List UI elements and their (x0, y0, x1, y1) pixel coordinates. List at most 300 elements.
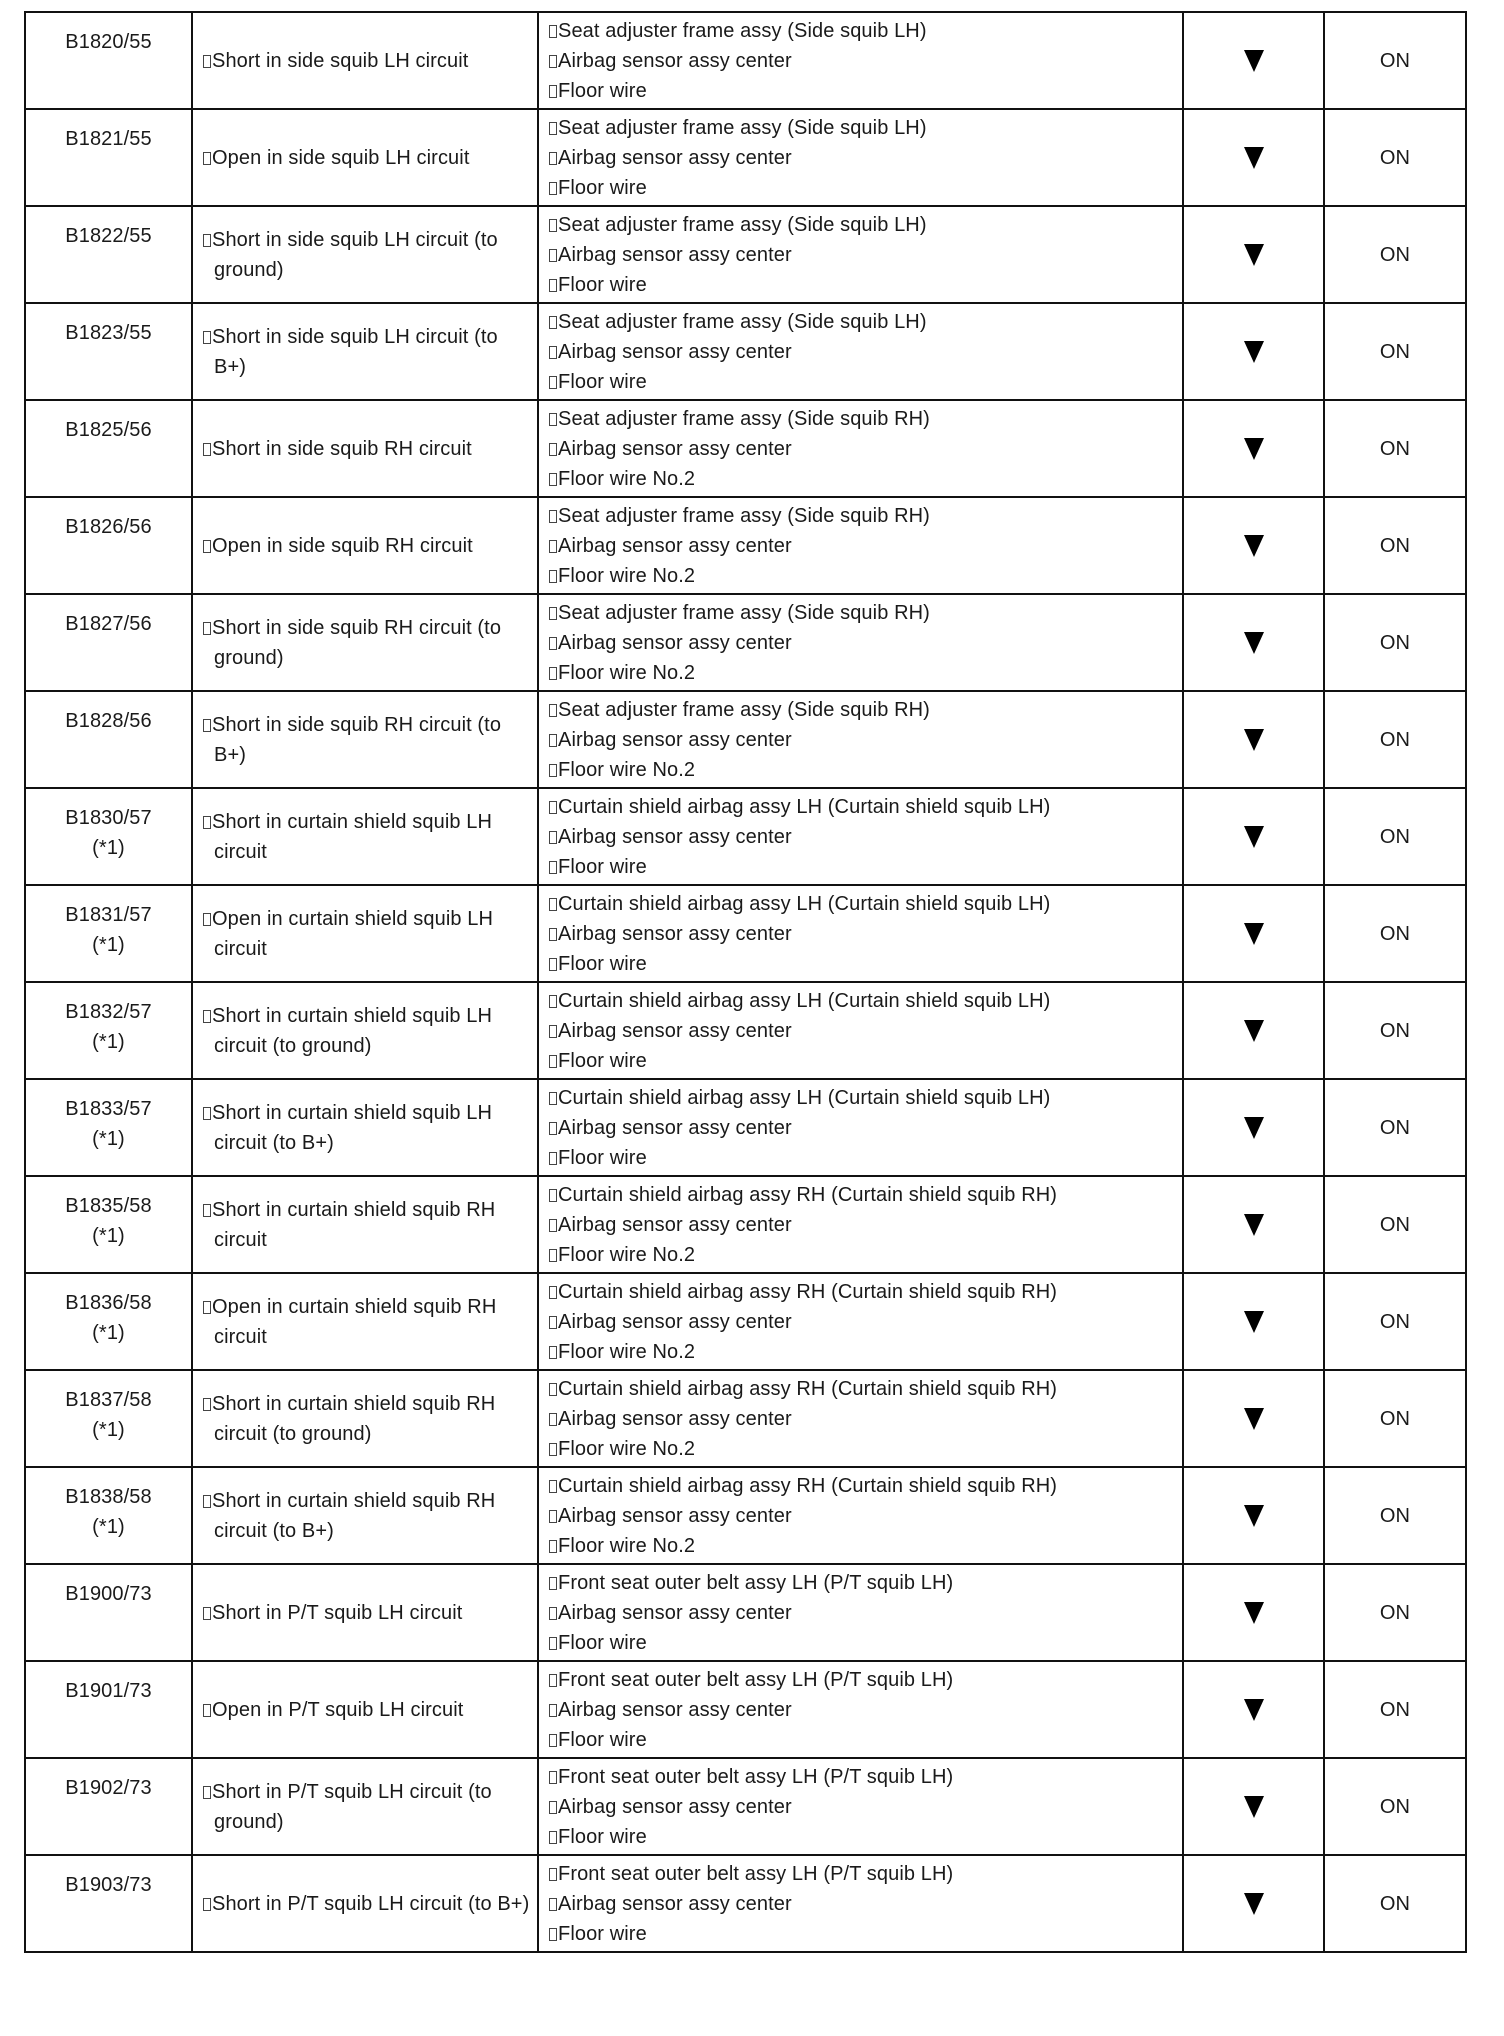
dtc-code: B1901/73 (65, 1680, 152, 1702)
trouble-area-item (549, 1568, 1178, 1598)
checkbox-glyph-icon (203, 1495, 211, 1508)
checkbox-glyph-icon (549, 898, 557, 911)
detection-item (203, 322, 531, 382)
checkbox-glyph-icon (549, 1734, 557, 1747)
srs-status-cell (1324, 109, 1466, 206)
srs-status-cell (1324, 1370, 1466, 1467)
checkbox-glyph-icon (549, 1480, 557, 1493)
trouble-area-text: Airbag sensor assy center (558, 243, 792, 266)
trouble-area-cell (538, 1758, 1183, 1855)
warning-triangle-icon (1244, 535, 1264, 557)
checkbox-glyph-icon (549, 637, 557, 650)
trouble-area-text: Airbag sensor assy center (558, 49, 792, 72)
trouble-area-text: Airbag sensor assy center (558, 437, 792, 460)
checkbox-glyph-icon (549, 122, 557, 135)
checkbox-glyph-icon (549, 801, 557, 814)
detection-item (203, 1098, 531, 1158)
checkbox-glyph-icon (203, 1204, 211, 1217)
checkbox-glyph-icon (549, 1092, 557, 1105)
checkbox-glyph-icon (549, 346, 557, 359)
srs-status-cell (1324, 594, 1466, 691)
trouble-area-item (549, 367, 1178, 397)
srs-status-cell (1324, 12, 1466, 109)
dtc-code-cell (25, 12, 192, 109)
checkbox-glyph-icon (549, 1704, 557, 1717)
checkbox-glyph-icon (549, 1413, 557, 1426)
trouble-area-item (549, 501, 1178, 531)
warning-triangle-icon (1244, 632, 1264, 654)
detection-item (203, 143, 531, 173)
trouble-area-text: Curtain shield airbag assy LH (Curtain shield squib LH) (558, 892, 1051, 915)
dtc-note: (*1) (92, 1322, 125, 1344)
checkbox-glyph-icon (549, 540, 557, 553)
srs-status-cell (1324, 400, 1466, 497)
trouble-area-item (549, 16, 1178, 46)
checkbox-glyph-icon (549, 1510, 557, 1523)
trouble-area-text: Curtain shield airbag assy RH (Curtain shield squib RH) (558, 1183, 1058, 1206)
trouble-area-text: Floor wire (558, 1728, 647, 1751)
trouble-area-item (549, 1665, 1178, 1695)
dtc-code: B1900/73 (65, 1583, 152, 1605)
dtc-code-cell (25, 788, 192, 885)
checkbox-glyph-icon (549, 25, 557, 38)
warning-triangle-icon (1244, 923, 1264, 945)
checkbox-glyph-icon (549, 570, 557, 583)
trouble-area-text: Airbag sensor assy center (558, 1795, 792, 1818)
trouble-area-text: Airbag sensor assy center (558, 1019, 792, 1042)
trouble-area-item (549, 822, 1178, 852)
srs-status-cell (1324, 691, 1466, 788)
srs-status-cell (1324, 1467, 1466, 1564)
dtc-code: B1820/55 (65, 31, 152, 53)
trouble-area-item (549, 561, 1178, 591)
srs-status: ON (1379, 534, 1411, 557)
srs-status: ON (1379, 437, 1411, 460)
trouble-area-text: Floor wire No.2 (558, 661, 696, 684)
detection-item-cell (192, 1079, 538, 1176)
checkbox-glyph-icon (549, 1346, 557, 1359)
checkbox-glyph-icon (203, 152, 211, 165)
detection-item-text: Short in side squib RH circuit (212, 437, 472, 460)
checkbox-glyph-icon (549, 1286, 557, 1299)
srs-status: ON (1379, 922, 1411, 945)
srs-status: ON (1379, 146, 1411, 169)
trouble-area-text: Floor wire (558, 79, 647, 102)
table-row (25, 497, 1466, 594)
trouble-area-text: Airbag sensor assy center (558, 1892, 792, 1915)
checkbox-glyph-icon (549, 1607, 557, 1620)
dtc-code: B1826/56 (65, 516, 152, 538)
warning-light-cell (1183, 1855, 1324, 1952)
detection-item (203, 710, 531, 770)
srs-status: ON (1379, 1601, 1411, 1624)
trouble-area-text: Curtain shield airbag assy RH (Curtain shield squib RH) (558, 1280, 1058, 1303)
trouble-area-text: Front seat outer belt assy LH (P/T squib LH) (558, 1571, 954, 1594)
checkbox-glyph-icon (549, 1316, 557, 1329)
warning-light-cell (1183, 1370, 1324, 1467)
warning-light-cell (1183, 982, 1324, 1079)
dtc-note: (*1) (92, 1419, 125, 1441)
trouble-area-item (549, 337, 1178, 367)
checkbox-glyph-icon (549, 1025, 557, 1038)
trouble-area-cell (538, 109, 1183, 206)
srs-status-cell (1324, 1758, 1466, 1855)
trouble-area-item (549, 889, 1178, 919)
checkbox-glyph-icon (549, 85, 557, 98)
trouble-area-text: Floor wire (558, 952, 647, 975)
detection-item-cell (192, 400, 538, 497)
trouble-area-item (549, 1859, 1178, 1889)
dtc-code: B1821/55 (65, 128, 152, 150)
warning-light-cell (1183, 1273, 1324, 1370)
trouble-area-item (549, 598, 1178, 628)
trouble-area-text: Airbag sensor assy center (558, 631, 792, 654)
trouble-area-item (549, 143, 1178, 173)
dtc-note: (*1) (92, 934, 125, 956)
detection-item (203, 904, 531, 964)
checkbox-glyph-icon (203, 1398, 211, 1411)
srs-status: ON (1379, 243, 1411, 266)
dtc-code: B1823/55 (65, 322, 152, 344)
warning-triangle-icon (1244, 1311, 1264, 1333)
detection-item-text: Open in side squib RH circuit (212, 534, 473, 557)
trouble-area-item (549, 210, 1178, 240)
srs-status: ON (1379, 1019, 1411, 1042)
table-row (25, 1758, 1466, 1855)
srs-status: ON (1379, 49, 1411, 72)
warning-triangle-icon (1244, 1699, 1264, 1721)
trouble-area-text: Curtain shield airbag assy LH (Curtain shield squib LH) (558, 1086, 1051, 1109)
checkbox-glyph-icon (549, 182, 557, 195)
table-row (25, 303, 1466, 400)
checkbox-glyph-icon (549, 861, 557, 874)
trouble-area-item (549, 1695, 1178, 1725)
warning-triangle-icon (1244, 1214, 1264, 1236)
warning-light-cell (1183, 400, 1324, 497)
warning-light-cell (1183, 497, 1324, 594)
trouble-area-item (549, 307, 1178, 337)
trouble-area-text: Airbag sensor assy center (558, 1601, 792, 1624)
detection-item-cell (192, 594, 538, 691)
dtc-code-cell (25, 1661, 192, 1758)
detection-item (203, 1695, 531, 1725)
detection-item-text: Short in P/T squib LH circuit (212, 1601, 463, 1624)
detection-item (203, 1389, 531, 1449)
trouble-area-text: Floor wire (558, 1922, 647, 1945)
checkbox-glyph-icon (549, 443, 557, 456)
trouble-area-text: Curtain shield airbag assy LH (Curtain shield squib LH) (558, 989, 1051, 1012)
checkbox-glyph-icon (549, 413, 557, 426)
trouble-area-text: Seat adjuster frame assy (Side squib RH) (558, 698, 930, 721)
trouble-area-item (549, 1628, 1178, 1658)
dtc-code: B1831/57 (65, 904, 152, 926)
trouble-area-text: Floor wire (558, 370, 647, 393)
srs-status-cell (1324, 497, 1466, 594)
trouble-area-text: Curtain shield airbag assy LH (Curtain shield squib LH) (558, 795, 1051, 818)
trouble-area-text: Airbag sensor assy center (558, 728, 792, 751)
warning-triangle-icon (1244, 1117, 1264, 1139)
trouble-area-item (549, 695, 1178, 725)
checkbox-glyph-icon (549, 1122, 557, 1135)
detection-item-text: Short in curtain shield squib LH circuit (212, 810, 493, 863)
trouble-area-cell (538, 1467, 1183, 1564)
detection-item-cell (192, 691, 538, 788)
dtc-code-cell (25, 1079, 192, 1176)
detection-item-text: Short in curtain shield squib RH circuit (212, 1198, 496, 1251)
checkbox-glyph-icon (203, 816, 211, 829)
trouble-area-item (549, 1889, 1178, 1919)
checkbox-glyph-icon (549, 734, 557, 747)
detection-item-text: Short in side squib LH circuit (212, 49, 469, 72)
warning-triangle-icon (1244, 244, 1264, 266)
trouble-area-text: Floor wire (558, 1825, 647, 1848)
warning-triangle-icon (1244, 1893, 1264, 1915)
checkbox-glyph-icon (203, 443, 211, 456)
trouble-area-text: Floor wire No.2 (558, 1340, 696, 1363)
trouble-area-item (549, 531, 1178, 561)
detection-item-text: Open in curtain shield squib LH circuit (212, 907, 494, 960)
trouble-area-item (549, 404, 1178, 434)
dtc-code: B1835/58 (65, 1195, 152, 1217)
trouble-area-text: Airbag sensor assy center (558, 340, 792, 363)
detection-item (203, 434, 531, 464)
dtc-table-body (25, 12, 1466, 1952)
warning-triangle-icon (1244, 826, 1264, 848)
dtc-note: (*1) (92, 837, 125, 859)
trouble-area-text: Floor wire (558, 1049, 647, 1072)
dtc-note: (*1) (92, 1128, 125, 1150)
dtc-code: B1836/58 (65, 1292, 152, 1314)
table-row (25, 206, 1466, 303)
trouble-area-text: Seat adjuster frame assy (Side squib RH) (558, 504, 930, 527)
checkbox-glyph-icon (203, 1898, 211, 1911)
trouble-area-text: Airbag sensor assy center (558, 146, 792, 169)
srs-status-cell (1324, 1273, 1466, 1370)
dtc-code: B1832/57 (65, 1001, 152, 1023)
trouble-area-item (549, 1762, 1178, 1792)
checkbox-glyph-icon (549, 995, 557, 1008)
dtc-code-cell (25, 1176, 192, 1273)
checkbox-glyph-icon (549, 667, 557, 680)
warning-triangle-icon (1244, 1505, 1264, 1527)
trouble-area-item (549, 1113, 1178, 1143)
trouble-area-text: Front seat outer belt assy LH (P/T squib LH) (558, 1862, 954, 1885)
trouble-area-item (549, 46, 1178, 76)
trouble-area-text: Airbag sensor assy center (558, 1698, 792, 1721)
warning-light-cell (1183, 1661, 1324, 1758)
checkbox-glyph-icon (549, 1443, 557, 1456)
trouble-area-cell (538, 12, 1183, 109)
detection-item-text: Short in side squib RH circuit (to ground) (212, 616, 502, 669)
trouble-area-cell (538, 1079, 1183, 1176)
trouble-area-cell (538, 497, 1183, 594)
table-row (25, 12, 1466, 109)
checkbox-glyph-icon (549, 279, 557, 292)
detection-item (203, 1001, 531, 1061)
detection-item (203, 531, 531, 561)
checkbox-glyph-icon (203, 234, 211, 247)
table-row (25, 982, 1466, 1079)
trouble-area-text: Seat adjuster frame assy (Side squib LH) (558, 310, 927, 333)
checkbox-glyph-icon (549, 510, 557, 523)
srs-status: ON (1379, 825, 1411, 848)
checkbox-glyph-icon (549, 1831, 557, 1844)
trouble-area-cell (538, 788, 1183, 885)
srs-status-cell (1324, 1079, 1466, 1176)
trouble-area-item (549, 658, 1178, 688)
trouble-area-item (549, 270, 1178, 300)
checkbox-glyph-icon (549, 1928, 557, 1941)
detection-item-cell (192, 1467, 538, 1564)
detection-item (203, 225, 531, 285)
warning-triangle-icon (1244, 1408, 1264, 1430)
srs-status: ON (1379, 1213, 1411, 1236)
table-row (25, 1661, 1466, 1758)
dtc-code: B1825/56 (65, 419, 152, 441)
detection-item-cell (192, 1564, 538, 1661)
srs-status: ON (1379, 1795, 1411, 1818)
checkbox-glyph-icon (549, 1637, 557, 1650)
detection-item-text: Open in curtain shield squib RH circuit (212, 1295, 497, 1348)
checkbox-glyph-icon (549, 764, 557, 777)
detection-item (203, 1777, 531, 1837)
detection-item-text: Short in curtain shield squib RH circuit (to ground) (212, 1392, 496, 1445)
checkbox-glyph-icon (549, 928, 557, 941)
trouble-area-cell (538, 594, 1183, 691)
table-row (25, 788, 1466, 885)
warning-light-cell (1183, 788, 1324, 885)
checkbox-glyph-icon (549, 219, 557, 232)
trouble-area-item (549, 240, 1178, 270)
trouble-area-text: Floor wire (558, 1631, 647, 1654)
trouble-area-text: Seat adjuster frame assy (Side squib LH) (558, 116, 927, 139)
dtc-code: B1822/55 (65, 225, 152, 247)
checkbox-glyph-icon (549, 1383, 557, 1396)
checkbox-glyph-icon (203, 719, 211, 732)
detection-item-cell (192, 1661, 538, 1758)
trouble-area-item (549, 76, 1178, 106)
checkbox-glyph-icon (549, 1249, 557, 1262)
dtc-note: (*1) (92, 1031, 125, 1053)
trouble-area-cell (538, 1370, 1183, 1467)
trouble-area-cell (538, 206, 1183, 303)
detection-item-cell (192, 1176, 538, 1273)
trouble-area-item (549, 1404, 1178, 1434)
dtc-code-cell (25, 1855, 192, 1952)
trouble-area-text: Front seat outer belt assy LH (P/T squib LH) (558, 1765, 954, 1788)
checkbox-glyph-icon (549, 1868, 557, 1881)
trouble-area-item (549, 1501, 1178, 1531)
trouble-area-text: Seat adjuster frame assy (Side squib LH) (558, 19, 927, 42)
checkbox-glyph-icon (549, 1189, 557, 1202)
warning-light-cell (1183, 206, 1324, 303)
srs-status-cell (1324, 788, 1466, 885)
trouble-area-text: Airbag sensor assy center (558, 922, 792, 945)
dtc-code-cell (25, 206, 192, 303)
dtc-code: B1833/57 (65, 1098, 152, 1120)
trouble-area-item (549, 1374, 1178, 1404)
srs-status-cell (1324, 1564, 1466, 1661)
trouble-area-text: Airbag sensor assy center (558, 1407, 792, 1430)
trouble-area-item (549, 1240, 1178, 1270)
trouble-area-text: Front seat outer belt assy LH (P/T squib LH) (558, 1668, 954, 1691)
warning-triangle-icon (1244, 1796, 1264, 1818)
srs-status: ON (1379, 340, 1411, 363)
dtc-code-cell (25, 1467, 192, 1564)
trouble-area-item (549, 113, 1178, 143)
trouble-area-text: Floor wire No.2 (558, 1243, 696, 1266)
trouble-area-item (549, 1822, 1178, 1852)
trouble-area-item (549, 1307, 1178, 1337)
trouble-area-item (549, 1016, 1178, 1046)
trouble-area-text: Airbag sensor assy center (558, 1213, 792, 1236)
checkbox-glyph-icon (549, 316, 557, 329)
checkbox-glyph-icon (203, 1107, 211, 1120)
warning-light-cell (1183, 1564, 1324, 1661)
detection-item (203, 807, 531, 867)
trouble-area-item (549, 1210, 1178, 1240)
dtc-code-cell (25, 1564, 192, 1661)
trouble-area-text: Curtain shield airbag assy RH (Curtain shield squib RH) (558, 1377, 1058, 1400)
trouble-area-cell (538, 1564, 1183, 1661)
table-row (25, 1564, 1466, 1661)
trouble-area-cell (538, 1855, 1183, 1952)
trouble-area-item (549, 1277, 1178, 1307)
detection-item-text: Short in P/T squib LH circuit (to ground) (212, 1780, 492, 1833)
detection-item (203, 1292, 531, 1352)
detection-item-cell (192, 1370, 538, 1467)
dtc-code: B1827/56 (65, 613, 152, 635)
trouble-area-text: Floor wire (558, 855, 647, 878)
dtc-code-cell (25, 303, 192, 400)
detection-item-cell (192, 206, 538, 303)
trouble-area-item (549, 1434, 1178, 1464)
trouble-area-text: Floor wire (558, 273, 647, 296)
table-row (25, 109, 1466, 206)
trouble-area-item (549, 1337, 1178, 1367)
warning-triangle-icon (1244, 438, 1264, 460)
warning-triangle-icon (1244, 1602, 1264, 1624)
warning-triangle-icon (1244, 50, 1264, 72)
detection-item-text: Short in curtain shield squib RH circuit (to B+) (212, 1489, 496, 1542)
warning-triangle-icon (1244, 1020, 1264, 1042)
dtc-note: (*1) (92, 1225, 125, 1247)
warning-light-cell (1183, 12, 1324, 109)
dtc-note: (*1) (92, 1516, 125, 1538)
trouble-area-text: Floor wire No.2 (558, 467, 696, 490)
trouble-area-item (549, 173, 1178, 203)
warning-light-cell (1183, 691, 1324, 788)
detection-item (203, 1889, 531, 1919)
table-row (25, 400, 1466, 497)
checkbox-glyph-icon (203, 540, 211, 553)
detection-item-cell (192, 497, 538, 594)
detection-item (203, 1195, 531, 1255)
trouble-area-item (549, 464, 1178, 494)
checkbox-glyph-icon (203, 1607, 211, 1620)
srs-status-cell (1324, 982, 1466, 1079)
detection-item (203, 46, 531, 76)
trouble-area-text: Airbag sensor assy center (558, 1504, 792, 1527)
detection-item-cell (192, 1855, 538, 1952)
dtc-code-cell (25, 594, 192, 691)
trouble-area-cell (538, 303, 1183, 400)
trouble-area-item (549, 852, 1178, 882)
checkbox-glyph-icon (549, 1219, 557, 1232)
checkbox-glyph-icon (549, 55, 557, 68)
detection-item-cell (192, 303, 538, 400)
trouble-area-cell (538, 982, 1183, 1079)
